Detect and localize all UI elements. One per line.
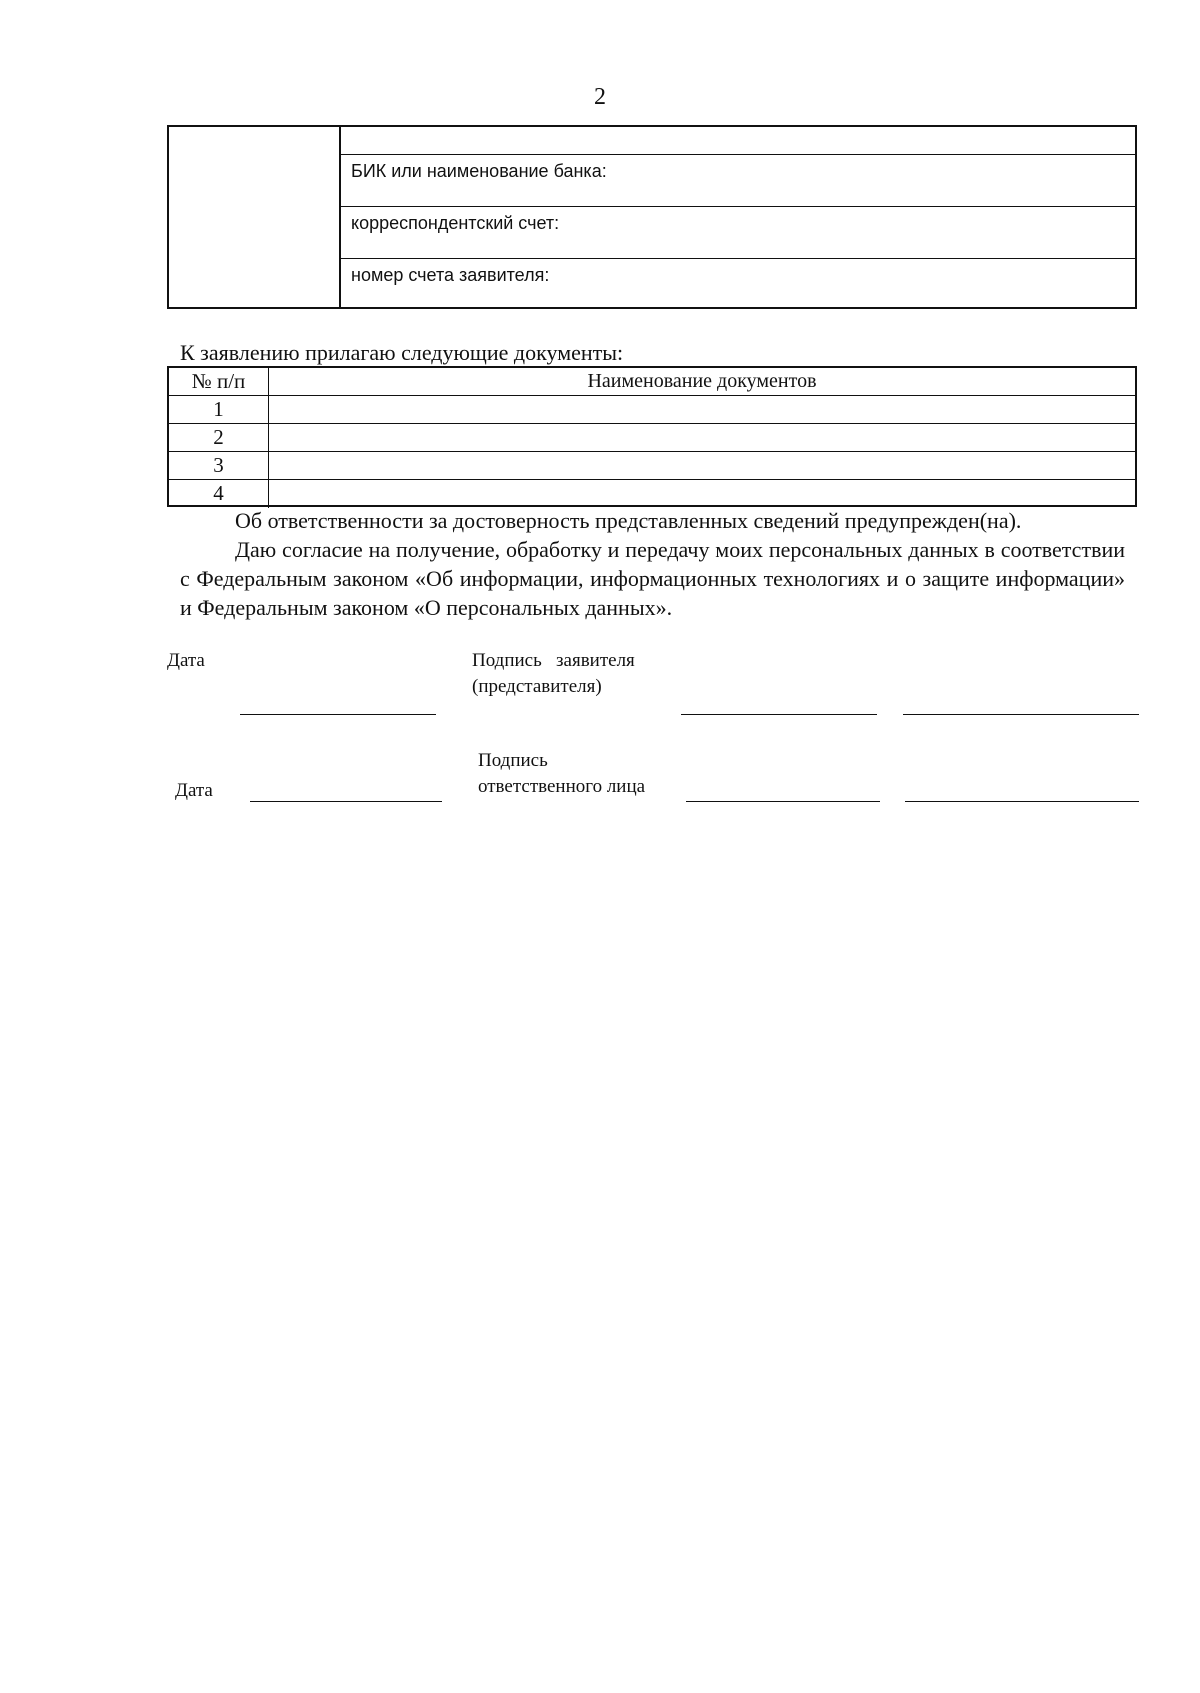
header-name: Наименование документов <box>587 370 817 392</box>
bank-row-blank[interactable] <box>341 127 1135 155</box>
table-row <box>169 424 1135 452</box>
bank-row-corr-account[interactable]: корреспондентский счет: <box>341 207 1135 259</box>
row-number: 2 <box>169 424 269 451</box>
documents-table <box>167 366 1137 507</box>
documents-intro: К заявлению прилагаю следующие документы: <box>180 340 624 365</box>
documents-header-row <box>169 368 1135 396</box>
official-signature-line[interactable] <box>686 801 880 802</box>
bank-table-left-cell <box>169 127 341 307</box>
table-row <box>169 452 1135 480</box>
official-sign-line2: ответственного лица <box>478 776 646 797</box>
row-document-name[interactable] <box>269 452 1135 479</box>
row-document-name[interactable] <box>269 480 1135 508</box>
date-line-2[interactable] <box>250 801 442 802</box>
bank-row-applicant-account[interactable]: номер счета заявителя: <box>351 265 550 285</box>
date-label-1: Дата <box>167 650 205 671</box>
row-document-name[interactable] <box>269 396 1135 423</box>
bank-row-bik[interactable]: БИК или наименование банка: <box>341 155 1135 207</box>
row-document-name[interactable] <box>269 424 1135 451</box>
table-row <box>169 480 1135 508</box>
applicant-sign-label <box>472 648 635 700</box>
date-line-1[interactable] <box>240 714 436 715</box>
bank-details-table <box>167 125 1137 309</box>
applicant-name-line[interactable] <box>903 714 1139 715</box>
row-number: 3 <box>169 452 269 479</box>
applicant-sign-line2: (представителя) <box>472 676 602 697</box>
row-number: 4 <box>169 480 269 508</box>
consent-statement: Даю согласие на получение, обработку и передачу моих персональных данных в соответствии с Федеральным законом «Об информации, информационных технологиях и о защите информации» и Федеральным законом «О персональных данных». <box>180 537 1125 620</box>
responsibility-statement: Об ответственности за достоверность представленных сведений предупрежден(на). <box>235 508 1022 533</box>
table-row <box>169 396 1135 424</box>
row-number: 1 <box>169 396 269 423</box>
applicant-sign-line1: Подпись заявителя <box>472 650 635 671</box>
applicant-signature-line[interactable] <box>681 714 877 715</box>
official-sign-line1: Подпись <box>478 750 548 771</box>
date-label-2: Дата <box>175 780 213 801</box>
page-number: 2 <box>594 84 606 110</box>
official-sign-label <box>478 748 645 800</box>
header-num: № п/п <box>169 368 269 395</box>
official-name-line[interactable] <box>905 801 1139 802</box>
